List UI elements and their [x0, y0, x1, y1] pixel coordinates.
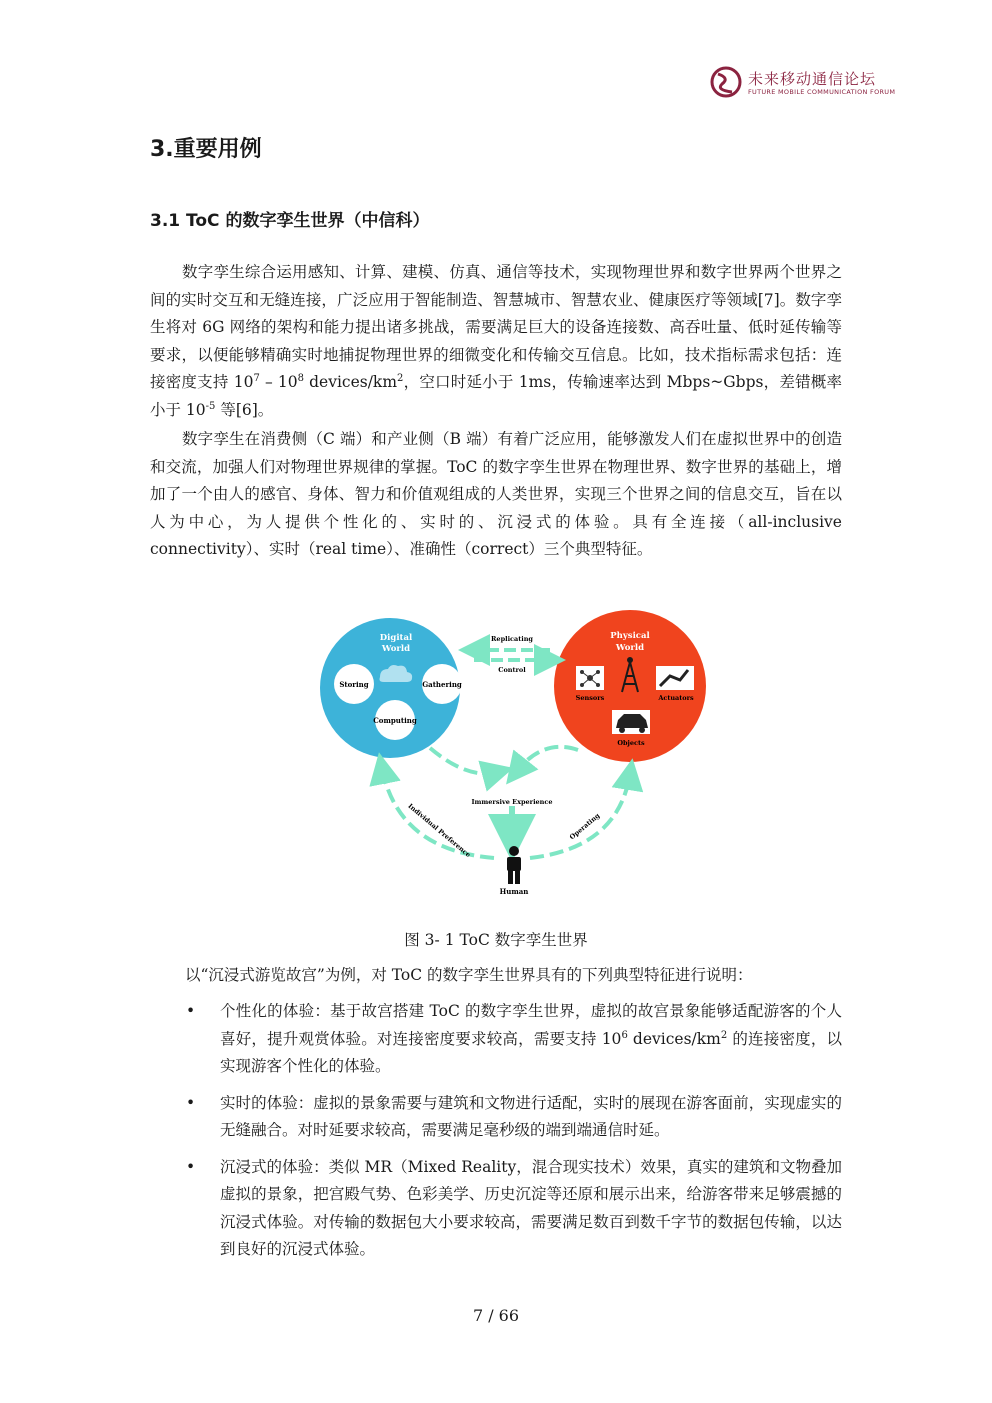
example-intro: 以“沉浸式游览故宫”为例，对 ToC 的数字孪生世界具有的下列典型特征进行说明：: [185, 966, 753, 984]
subsection-title: 3.1 ToC 的数字孪生世界（中信科）: [150, 211, 430, 231]
section-title: 3.重要用例: [150, 137, 262, 162]
gathering-label: Gathering: [422, 680, 462, 689]
storing-label: Storing: [339, 680, 369, 689]
logo-chinese-text: 未来移动通信论坛: [748, 70, 877, 88]
logo-english-text: FUTURE MOBILE COMMUNICATION FORUM: [748, 88, 896, 96]
objects-label: Objects: [617, 739, 645, 747]
list-item: • 实时的体验：虚拟的景象需要与建筑和文物进行适配，实时的展现在游客面前，实现虚实的无缝融合。对时延要求较高，需要满足毫秒级的端到端通信时延。: [150, 1090, 842, 1145]
individual-preference-label: Individual Preference: [406, 802, 473, 859]
digital-world-label-2: World: [381, 644, 411, 654]
sensors-label: Sensors: [575, 694, 605, 702]
page-number: 7 / 66: [472, 1306, 520, 1325]
bullet-icon: •: [186, 1002, 196, 1020]
individual-preference-arrow: [382, 768, 494, 858]
physical-to-center-arrow: [516, 747, 578, 772]
digital-world-label-1: Digital: [379, 633, 413, 643]
bullet-icon: •: [186, 1093, 196, 1112]
feature-list: [150, 998, 842, 1273]
actuators-label: Actuators: [658, 694, 694, 702]
forum-logo: [708, 64, 896, 104]
operating-arrow: [530, 774, 630, 858]
list-item: • 沉浸式的体验：类似 MR（Mixed Reality，混合现实技术）效果，真实的建筑和文物叠加虚拟的景象，把宫殿气势、色彩美学、历史沉淀等还原和展示出来，给游客带来足够震撼的沉浸式体验。对传输的数据包大小要求较高，需要满足数百到数千字节的数据包传输，以达到良好的沉浸式体验。: [150, 1154, 842, 1264]
control-label: Control: [498, 666, 526, 674]
immersive-experience-label: Immersive Experience: [471, 798, 553, 806]
physical-world-label-2: World: [615, 643, 645, 653]
toc-digital-twin-figure: [318, 610, 720, 900]
replicating-label: Replicating: [491, 635, 533, 643]
digital-to-center-arrow: [430, 748, 498, 774]
paragraph-2: 数字孪生在消费侧（C 端）和产业侧（B 端）有着广泛应用，能够激发人们在虚拟世界中的创造和交流，加强人们对物理世界规律的掌握。ToC 的数字孪生世界在物理世界、数字世界的基础上，增加了一个由人的感官、身体、智力和价值观组成的人类世界，实现三个世界之间的信息交互，旨在以人为中心，为人提供个性化的、实时的、沉浸式的体验。具有全连接（all-inclusive connectivity）、实时（real time）、准确性（correct）三个典型特征。: [150, 430, 842, 558]
human-label: Human: [499, 887, 529, 896]
forum-logo-icon: [708, 64, 744, 100]
operating-label: Operating: [568, 811, 602, 842]
list-item: • 个性化的体验：基于故宫搭建 ToC 的数字孪生世界，虚拟的故宫景象能够适配游客的个人喜好，提升观赏体验。对连接密度要求较高，需要支持 $10^6$ devices/$km^2$ 的连接密度，以实现游客个性化的体验。: [150, 998, 842, 1081]
paragraph-1: 数字孪生综合运用感知、计算、建模、仿真、通信等技术，实现物理世界和数字世界两个世界之间的实时交互和无缝连接，广泛应用于智能制造、智慧城市、智慧农业、健康医疗等领域[7]。数字孪生将对 6G 网络的架构和能力提出诸多挑战，需要满足巨大的设备连接数、高吞吐量、低时延传输等要求，以便能够精确实时地捕捉物理世界的细微变化和传输交互信息。比如，技术指标需求包括：连接密度支持 $10^7 - 10^8$ devices/$km^2$，空口时延小于 1ms，传输速率达到 Mbps~Gbps，差错概率小于 $10^{-5}$ 等[6]。: [150, 263, 843, 419]
physical-world-label-1: Physical: [610, 631, 650, 641]
computing-label: Computing: [373, 716, 417, 725]
bullet-icon: •: [186, 1157, 196, 1176]
figure-caption: 图 3- 1 ToC 数字孪生世界: [404, 931, 588, 949]
human-icon: [507, 846, 521, 884]
